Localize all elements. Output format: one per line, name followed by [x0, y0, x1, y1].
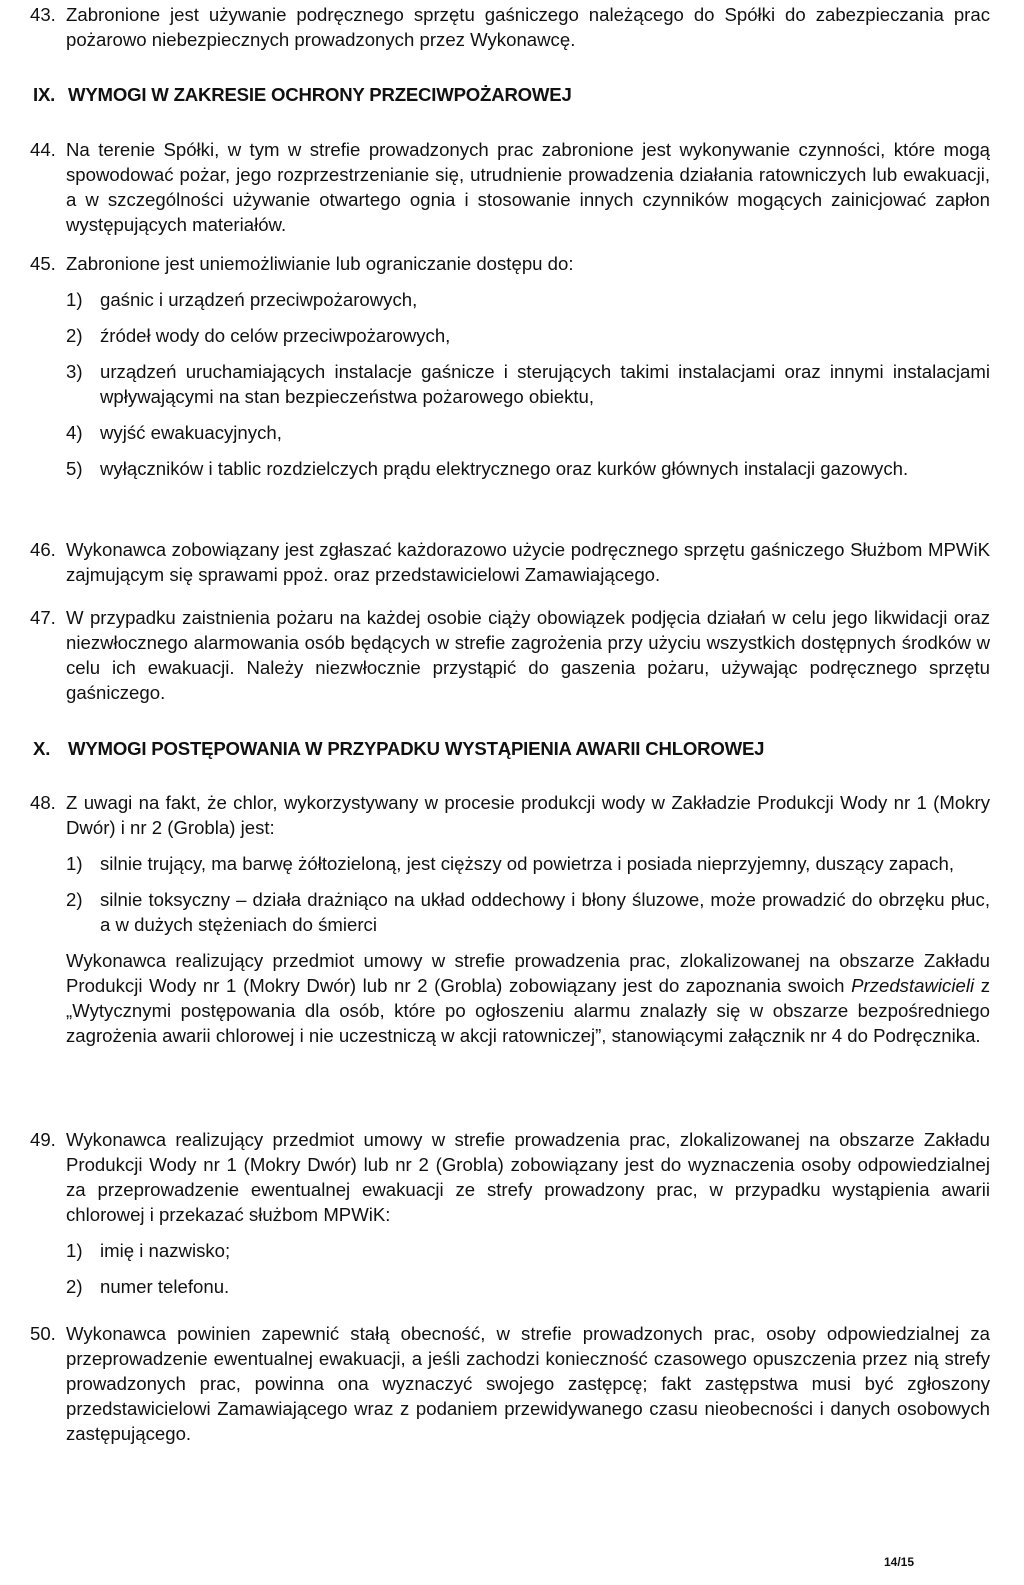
item-number: 1) — [66, 853, 83, 874]
list-item — [66, 851, 990, 876]
section-title: WYMOGI W ZAKRESIE OCHRONY PRZECIWPOŻAROWEJ — [68, 84, 572, 105]
paragraph-text: Wykonawca zobowiązany jest zgłaszać każdorazowo użycie podręcznego sprzętu gaśniczego Służbom MPWiK zajmującym się sprawami ppoż. oraz przedstawicielowi Zamawiającego. — [66, 539, 990, 585]
paragraph-45 — [30, 251, 990, 492]
paragraph-number: 47. — [30, 607, 56, 628]
paragraph-number: 49. — [30, 1129, 56, 1150]
paragraph-number: 50. — [30, 1323, 56, 1344]
paragraph-46 — [30, 537, 990, 587]
section-heading-x — [33, 736, 764, 761]
item-number: 1) — [66, 289, 83, 310]
paragraph-number: 46. — [30, 539, 56, 560]
item-number: 2) — [66, 889, 83, 910]
page-number: 14/15 — [883, 1555, 914, 1569]
paragraph-43 — [30, 2, 990, 52]
paragraph-47 — [30, 605, 990, 705]
follow-up-paragraph — [66, 948, 990, 1048]
follow-text-start: Wykonawca realizujący przedmiot umowy w strefie prowadzenia prac, zlokalizowanej na obszarze Zakładu Produkcji Wody nr 1 (Mokry Dwór) lub nr 2 (Grobla) zobowiązany jest do zapoznania swoich — [66, 950, 990, 996]
item-text: gaśnic i urządzeń przeciwpożarowych, — [100, 289, 418, 310]
paragraph-text: Zabronione jest uniemożliwianie lub ograniczanie dostępu do: — [66, 253, 574, 274]
list-item — [66, 287, 990, 312]
item-list — [66, 851, 990, 937]
section-number: X. — [33, 738, 51, 759]
item-list — [66, 287, 990, 481]
section-heading-ix — [33, 82, 572, 107]
list-item — [66, 1274, 990, 1299]
item-number: 4) — [66, 422, 83, 443]
item-text: imię i nazwisko; — [100, 1240, 231, 1261]
item-text: silnie toksyczny – działa drażniąco na układ oddechowy i błony śluzowe, może prowadzić do obrzęku płuc, a w dużych stężeniach do śmierci — [100, 889, 990, 935]
paragraph-49 — [30, 1127, 990, 1310]
paragraph-text: W przypadku zaistnienia pożaru na każdej osobie ciąży obowiązek podjęcia działań w celu jego likwidacji oraz niezwłocznego alarmowania osób będących w strefie zagrożenia przy użyciu wszystkich dostępnych środków w celu ich ewakuacji. Należy niezwłocznie przystąpić do gaszenia pożaru, używając podręcznego sprzętu gaśniczego. — [66, 607, 990, 703]
paragraph-50 — [30, 1321, 990, 1446]
item-text: numer telefonu. — [100, 1276, 230, 1297]
section-title: WYMOGI POSTĘPOWANIA W PRZYPADKU WYSTĄPIENIA AWARII CHLOROWEJ — [68, 738, 765, 759]
item-number: 2) — [66, 1276, 83, 1297]
paragraph-text: Zabronione jest używanie podręcznego sprzętu gaśniczego należącego do Spółki do zabezpieczania prac pożarowo niebezpiecznych prowadzonych przez Wykonawcę. — [66, 4, 990, 50]
list-item — [66, 1238, 990, 1263]
item-text: wyjść ewakuacyjnych, — [100, 422, 282, 443]
item-number: 1) — [66, 1240, 83, 1261]
section-number: IX. — [33, 84, 56, 105]
item-text: wyłączników i tablic rozdzielczych prądu elektrycznego oraz kurków głównych instalacji gazowych. — [100, 458, 909, 479]
list-item — [66, 887, 990, 937]
list-item — [66, 456, 990, 481]
paragraph-number: 48. — [30, 792, 56, 813]
list-item — [66, 359, 990, 409]
item-number: 3) — [66, 361, 83, 382]
item-number: 5) — [66, 458, 83, 479]
paragraph-text: Z uwagi na fakt, że chlor, wykorzystywany w procesie produkcji wody w Zakładzie Produkcji Wody nr 1 (Mokry Dwór) i nr 2 (Grobla) jest: — [66, 792, 990, 838]
paragraph-number: 43. — [30, 4, 56, 25]
paragraph-44 — [30, 137, 990, 237]
list-item — [66, 323, 990, 348]
paragraph-text: Na terenie Spółki, w tym w strefie prowadzonych prac zabronione jest wykonywanie czynności, które mogą spowodować pożar, jego rozprzestrzenianie się, utrudnienie prowadzenia działania ratowniczych lub ewakuacji, a w szczególności używanie otwartego ognia i stosowanie innych czynników mogących zainicjować zapłon występujących materiałów. — [66, 139, 990, 235]
item-text: źródeł wody do celów przeciwpożarowych, — [100, 325, 451, 346]
paragraph-text: Wykonawca powinien zapewnić stałą obecność, w strefie prowadzonych prac, osoby odpowiedzialnej za przeprowadzenie ewentualnej ewakuacji, a jeśli zachodzi konieczność czasowego opuszczenia przez nią strefy prowadzonych prac, powinna ona wyznaczyć swojego zastępcę; fakt zastępstwa musi być zgłoszony przedstawicielowi Zamawiającego wraz z podaniem przewidywanego czasu nieobecności i danych osobowych zastępującego. — [66, 1323, 990, 1444]
item-number: 2) — [66, 325, 83, 346]
item-text: urządzeń uruchamiających instalacje gaśnicze i sterujących takimi instalacjami oraz innymi instalacjami wpływającymi na stan bezpieczeństwa pożarowego obiektu, — [100, 361, 990, 407]
item-list — [66, 1238, 990, 1299]
paragraph-number: 44. — [30, 139, 56, 160]
follow-text-italic: Przedstawicieli — [851, 975, 975, 996]
item-text: silnie trujący, ma barwę żółtozieloną, jest cięższy od powietrza i posiada nieprzyjemny, duszący zapach, — [100, 853, 954, 874]
paragraph-text: Wykonawca realizujący przedmiot umowy w strefie prowadzenia prac, zlokalizowanej na obszarze Zakładu Produkcji Wody nr 1 (Mokry Dwór) lub nr 2 (Grobla) zobowiązany jest do wyznaczenia osoby odpowiedzialnej za przeprowadzenie ewentualnej ewakuacji ze strefy prowadzony prac, w przypadku wystąpienia awarii chlorowej i przekazać służbom MPWiK: — [66, 1129, 990, 1225]
list-item — [66, 420, 990, 445]
follow-text-end: z „Wytycznymi postępowania dla osób, które po ogłoszeniu alarmu znalazły się w obszarze bezpośredniego zagrożenia awarii chlorowej i nie uczestniczą w akcji ratowniczej”, stanowiącymi załącznik nr 4 do Podręcznika. — [66, 975, 990, 1046]
paragraph-number: 45. — [30, 253, 56, 274]
paragraph-48 — [30, 790, 990, 1048]
